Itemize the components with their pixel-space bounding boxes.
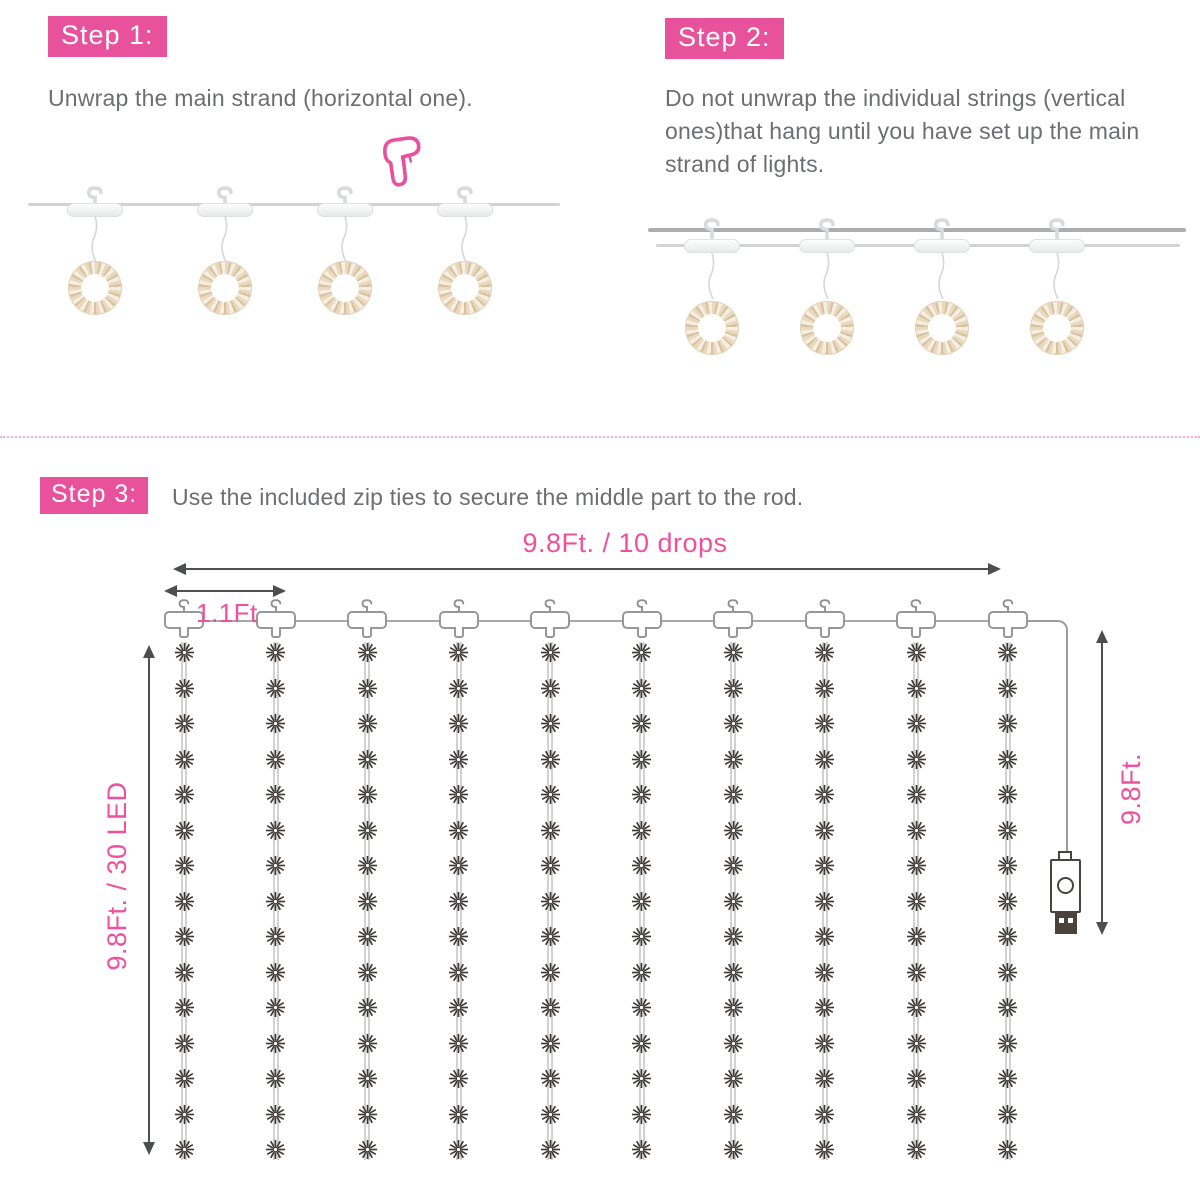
- light-drop: [894, 598, 938, 1164]
- hook-icon: [816, 217, 838, 239]
- led-star-icon: [814, 926, 835, 947]
- hook-icon: [701, 217, 723, 239]
- led-string: [803, 642, 847, 1160]
- led-star-icon: [448, 784, 469, 805]
- coil-unit: [1027, 215, 1087, 400]
- led-star-icon: [357, 784, 378, 805]
- step1-instruction: Unwrap the main strand (horizontal one).: [48, 85, 473, 111]
- clip-body: [1029, 239, 1085, 253]
- led-star-icon: [631, 1068, 652, 1089]
- light-coil-icon: [318, 261, 372, 315]
- clip-body: [197, 203, 253, 217]
- led-star-icon: [723, 749, 744, 770]
- led-star-icon: [723, 713, 744, 734]
- led-star-icon: [174, 713, 195, 734]
- clip-body: [67, 203, 123, 217]
- hook-icon: [931, 217, 953, 239]
- hanging-wire: [1051, 253, 1063, 299]
- led-star-icon: [906, 642, 927, 663]
- led-star-icon: [997, 962, 1018, 983]
- curtain-diagram: [0, 470, 1200, 1200]
- light-drop: [803, 598, 847, 1164]
- led-star-icon: [906, 678, 927, 699]
- hook-icon: [1046, 217, 1068, 239]
- led-star-icon: [448, 678, 469, 699]
- usb-button-icon: [1057, 877, 1074, 894]
- led-star-icon: [814, 997, 835, 1018]
- led-star-icon: [814, 820, 835, 841]
- step3-instruction: Use the included zip ties to secure the middle part to the rod.: [172, 484, 804, 510]
- led-star-icon: [906, 749, 927, 770]
- step2-instruction: Do not unwrap the individual strings (vertical ones)that hang until you have set up the main strand of lights.: [665, 85, 1140, 178]
- led-star-icon: [631, 784, 652, 805]
- led-star-icon: [540, 784, 561, 805]
- led-star-icon: [723, 820, 744, 841]
- led-star-icon: [723, 1068, 744, 1089]
- light-drop: [620, 598, 664, 1164]
- led-star-icon: [723, 642, 744, 663]
- led-star-icon: [540, 855, 561, 876]
- led-star-icon: [265, 642, 286, 663]
- led-star-icon: [723, 891, 744, 912]
- led-star-icon: [448, 713, 469, 734]
- led-star-icon: [448, 749, 469, 770]
- clip-stem: [637, 627, 647, 638]
- led-string: [162, 642, 206, 1160]
- led-star-icon: [174, 997, 195, 1018]
- led-star-icon: [540, 1139, 561, 1160]
- led-star-icon: [814, 1033, 835, 1054]
- led-star-icon: [265, 997, 286, 1018]
- width-label: 9.8Ft. / 10 drops: [522, 528, 728, 558]
- led-star-icon: [997, 926, 1018, 947]
- led-star-icon: [997, 713, 1018, 734]
- led-star-icon: [265, 962, 286, 983]
- led-star-icon: [814, 713, 835, 734]
- led-star-icon: [265, 1104, 286, 1125]
- led-star-icon: [174, 1033, 195, 1054]
- led-star-icon: [997, 1068, 1018, 1089]
- led-star-icon: [174, 678, 195, 699]
- led-star-icon: [448, 1068, 469, 1089]
- hanging-wire: [459, 216, 471, 262]
- led-star-icon: [723, 1139, 744, 1160]
- hanging-wire: [219, 216, 231, 262]
- led-star-icon: [906, 997, 927, 1018]
- led-star-icon: [448, 642, 469, 663]
- led-star-icon: [723, 678, 744, 699]
- led-star-icon: [814, 749, 835, 770]
- led-star-icon: [357, 891, 378, 912]
- led-star-icon: [631, 678, 652, 699]
- led-star-icon: [631, 997, 652, 1018]
- led-star-icon: [906, 1104, 927, 1125]
- usb-pin-hole: [1068, 918, 1073, 923]
- led-star-icon: [540, 749, 561, 770]
- led-star-icon: [357, 713, 378, 734]
- light-coil-icon: [68, 261, 122, 315]
- light-drop: [986, 598, 1030, 1164]
- led-star-icon: [540, 1033, 561, 1054]
- coil-unit: [315, 185, 375, 370]
- led-star-icon: [540, 642, 561, 663]
- led-star-icon: [265, 926, 286, 947]
- light-drop: [528, 598, 572, 1164]
- led-star-icon: [265, 713, 286, 734]
- led-star-icon: [906, 926, 927, 947]
- led-star-icon: [448, 891, 469, 912]
- step2-strand-illustration: [630, 215, 1200, 405]
- led-star-icon: [997, 678, 1018, 699]
- led-star-icon: [265, 820, 286, 841]
- led-star-icon: [906, 784, 927, 805]
- led-star-icon: [448, 820, 469, 841]
- led-star-icon: [814, 891, 835, 912]
- led-star-icon: [814, 962, 835, 983]
- light-drop: [162, 598, 206, 1164]
- clip-stem: [911, 627, 921, 638]
- coil-unit: [682, 215, 742, 400]
- led-star-icon: [357, 820, 378, 841]
- led-star-icon: [997, 784, 1018, 805]
- led-star-icon: [265, 784, 286, 805]
- led-star-icon: [448, 997, 469, 1018]
- led-star-icon: [723, 1104, 744, 1125]
- clip-body: [684, 239, 740, 253]
- led-star-icon: [174, 962, 195, 983]
- led-star-icon: [814, 1139, 835, 1160]
- led-star-icon: [265, 749, 286, 770]
- power-wire: [1026, 620, 1068, 855]
- led-star-icon: [814, 784, 835, 805]
- spacing-arrow: [164, 584, 286, 598]
- led-star-icon: [540, 891, 561, 912]
- right-height-arrow: [1095, 630, 1109, 935]
- led-star-icon: [357, 926, 378, 947]
- led-star-icon: [448, 926, 469, 947]
- led-star-icon: [814, 1104, 835, 1125]
- led-star-icon: [540, 997, 561, 1018]
- step3-badge: Step 3:: [40, 477, 148, 514]
- hanging-wire: [89, 216, 101, 262]
- usb-plug-icon: [1055, 913, 1077, 934]
- clip-stem: [179, 627, 189, 638]
- light-drop: [345, 598, 389, 1164]
- clip-body: [799, 239, 855, 253]
- led-star-icon: [174, 1068, 195, 1089]
- led-string: [254, 642, 298, 1160]
- led-star-icon: [906, 713, 927, 734]
- led-star-icon: [723, 926, 744, 947]
- clip-stem: [820, 627, 830, 638]
- clip-stem: [545, 627, 555, 638]
- led-star-icon: [540, 820, 561, 841]
- light-coil-icon: [800, 301, 854, 355]
- led-star-icon: [174, 926, 195, 947]
- led-star-icon: [997, 820, 1018, 841]
- clip-body: [437, 203, 493, 217]
- hanging-wire: [821, 253, 833, 299]
- light-coil-icon: [198, 261, 252, 315]
- led-star-icon: [265, 1139, 286, 1160]
- led-string: [437, 642, 481, 1160]
- led-star-icon: [997, 642, 1018, 663]
- led-star-icon: [631, 891, 652, 912]
- clip-stem: [362, 627, 372, 638]
- step1-badge: Step 1:: [48, 16, 167, 57]
- led-star-icon: [906, 1033, 927, 1054]
- led-star-icon: [357, 855, 378, 876]
- clip-body: [914, 239, 970, 253]
- led-star-icon: [174, 1139, 195, 1160]
- step1-strand-illustration: [0, 185, 600, 370]
- led-star-icon: [997, 749, 1018, 770]
- led-star-icon: [631, 855, 652, 876]
- led-star-icon: [357, 1033, 378, 1054]
- clip-stem: [454, 627, 464, 638]
- coil-unit: [435, 185, 495, 370]
- led-star-icon: [997, 1033, 1018, 1054]
- led-star-icon: [723, 784, 744, 805]
- led-star-icon: [906, 820, 927, 841]
- led-star-icon: [906, 1139, 927, 1160]
- led-star-icon: [357, 1104, 378, 1125]
- led-star-icon: [997, 1104, 1018, 1125]
- led-star-icon: [814, 642, 835, 663]
- clip-body: [317, 203, 373, 217]
- left-height-label: 9.8Ft. / 30 LED: [102, 781, 132, 971]
- led-star-icon: [448, 855, 469, 876]
- led-star-icon: [631, 1104, 652, 1125]
- led-star-icon: [174, 749, 195, 770]
- light-drop: [711, 598, 755, 1164]
- led-star-icon: [723, 962, 744, 983]
- led-star-icon: [631, 642, 652, 663]
- light-coil-icon: [438, 261, 492, 315]
- light-coil-icon: [1030, 301, 1084, 355]
- led-star-icon: [265, 891, 286, 912]
- led-star-icon: [540, 678, 561, 699]
- spacing-label: 1.1Ft: [196, 598, 258, 628]
- led-star-icon: [723, 997, 744, 1018]
- led-string: [345, 642, 389, 1160]
- led-star-icon: [906, 1068, 927, 1089]
- led-star-icon: [723, 1033, 744, 1054]
- led-star-icon: [997, 997, 1018, 1018]
- led-star-icon: [357, 678, 378, 699]
- led-string: [528, 642, 572, 1160]
- led-star-icon: [174, 784, 195, 805]
- left-height-arrow: [142, 645, 156, 1155]
- section-divider: [0, 436, 1200, 438]
- led-star-icon: [540, 962, 561, 983]
- led-star-icon: [174, 855, 195, 876]
- hanging-wire: [936, 253, 948, 299]
- clip-stem: [1003, 627, 1013, 638]
- led-star-icon: [631, 1139, 652, 1160]
- usb-pin-hole: [1059, 918, 1064, 923]
- light-coil-icon: [915, 301, 969, 355]
- led-string: [986, 642, 1030, 1160]
- led-star-icon: [174, 820, 195, 841]
- led-star-icon: [540, 926, 561, 947]
- led-star-icon: [265, 678, 286, 699]
- led-star-icon: [540, 1104, 561, 1125]
- clip-stem: [271, 627, 281, 638]
- led-star-icon: [631, 962, 652, 983]
- hanging-wire: [339, 216, 351, 262]
- right-height-label: 9.8Ft.: [1116, 752, 1146, 826]
- led-star-icon: [631, 749, 652, 770]
- light-drop: [437, 598, 481, 1164]
- led-star-icon: [723, 855, 744, 876]
- led-star-icon: [265, 1068, 286, 1089]
- led-star-icon: [814, 1068, 835, 1089]
- led-star-icon: [814, 855, 835, 876]
- led-star-icon: [448, 962, 469, 983]
- led-star-icon: [448, 1104, 469, 1125]
- led-star-icon: [174, 1104, 195, 1125]
- led-string: [894, 642, 938, 1160]
- coil-unit: [65, 185, 125, 370]
- led-star-icon: [814, 678, 835, 699]
- led-star-icon: [631, 820, 652, 841]
- led-star-icon: [906, 855, 927, 876]
- led-star-icon: [906, 962, 927, 983]
- led-star-icon: [357, 962, 378, 983]
- led-star-icon: [357, 997, 378, 1018]
- led-star-icon: [631, 926, 652, 947]
- led-star-icon: [357, 1068, 378, 1089]
- step2-badge: Step 2:: [665, 18, 784, 59]
- led-star-icon: [448, 1033, 469, 1054]
- led-star-icon: [540, 1068, 561, 1089]
- led-star-icon: [997, 855, 1018, 876]
- led-star-icon: [540, 713, 561, 734]
- led-string: [620, 642, 664, 1160]
- hanging-wire: [706, 253, 718, 299]
- led-star-icon: [174, 891, 195, 912]
- coil-unit: [195, 185, 255, 370]
- led-star-icon: [631, 713, 652, 734]
- coil-unit: [797, 215, 857, 400]
- light-coil-icon: [685, 301, 739, 355]
- led-star-icon: [906, 891, 927, 912]
- led-star-icon: [357, 1139, 378, 1160]
- width-arrow: [173, 562, 1001, 576]
- led-star-icon: [357, 642, 378, 663]
- led-star-icon: [448, 1139, 469, 1160]
- led-star-icon: [631, 1033, 652, 1054]
- led-string: [711, 642, 755, 1160]
- led-star-icon: [997, 1139, 1018, 1160]
- led-star-icon: [997, 891, 1018, 912]
- led-star-icon: [265, 855, 286, 876]
- clip-stem: [728, 627, 738, 638]
- light-drop: [254, 598, 298, 1164]
- led-star-icon: [265, 1033, 286, 1054]
- led-star-icon: [174, 642, 195, 663]
- coil-unit: [912, 215, 972, 400]
- led-star-icon: [357, 749, 378, 770]
